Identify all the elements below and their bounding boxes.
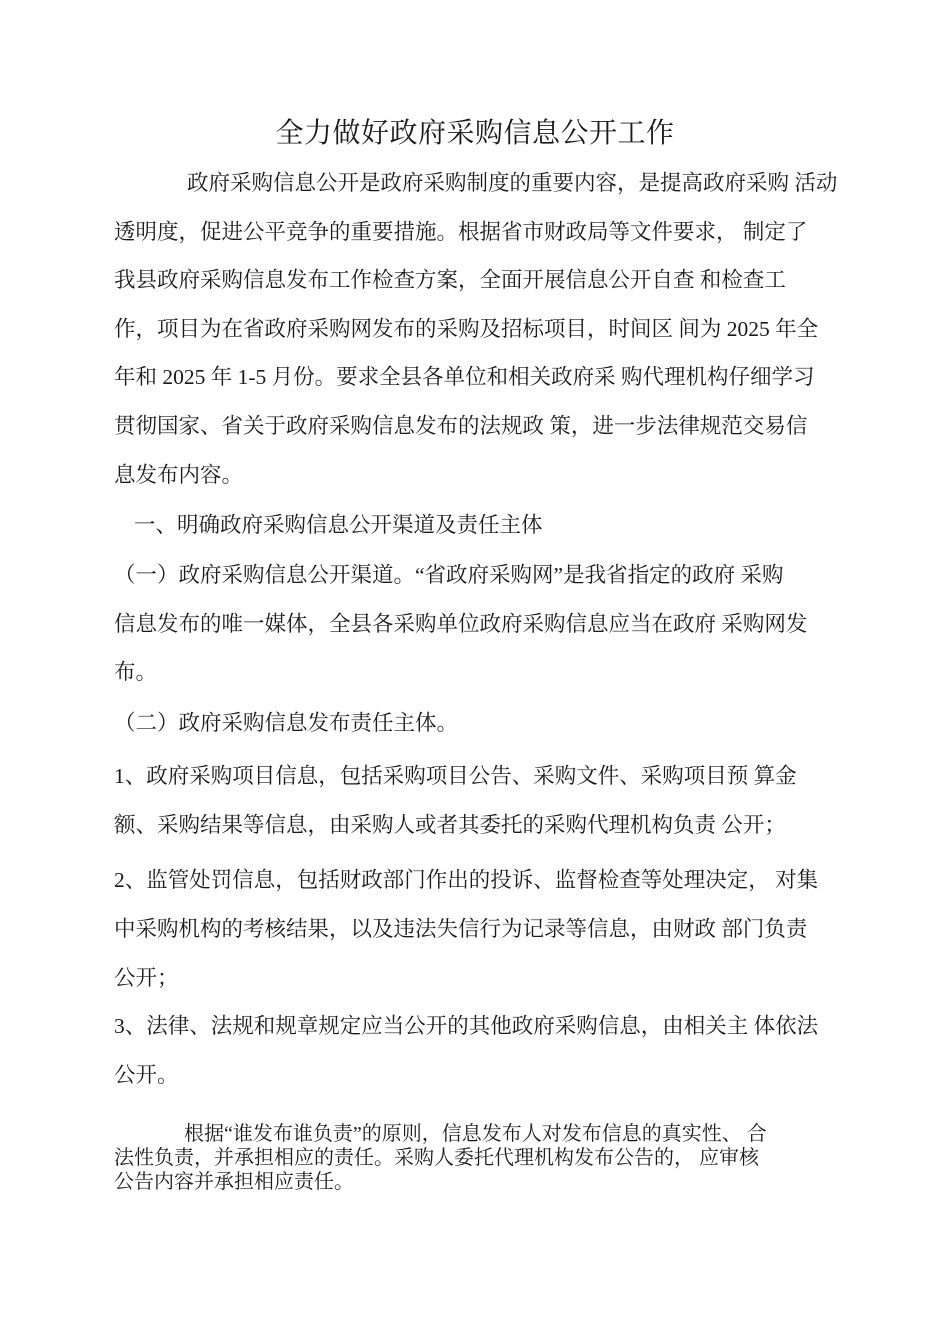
- text-line: 2、监管处罚信息，包括财政部门作出的投诉、监督检查等处理决定， 对集: [114, 868, 819, 893]
- text-line: 布。: [114, 660, 158, 685]
- text-line: （二）政府采购信息发布责任主体。: [114, 711, 459, 736]
- text-line: 年和 2025 年 1-5 月份。要求全县各单位和相关政府采 购代理机构仔细学习: [114, 365, 815, 390]
- text-line: 作，项目为在省政府采购网发布的采购及招标项目，时间区 间为 2025 年全: [114, 316, 819, 341]
- list-item-2: [114, 856, 830, 1002]
- section-heading-1: [114, 501, 830, 550]
- document-body: [114, 159, 838, 1194]
- text-line: 政府采购信息公开是政府采购制度的重要内容，是提高政府采购 活动: [187, 171, 838, 195]
- text-line: 信息发布的唯一媒体，全县各采购单位政府采购信息应当在政府 采购网发: [114, 611, 808, 636]
- document-title: 全力做好政府采购信息公开工作: [275, 118, 675, 149]
- text-line: 息发布内容。: [114, 462, 244, 487]
- text-line: 法性负责，并承担相应的责任。采购人委托代理机构发布公告的， 应审核: [114, 1147, 759, 1170]
- list-item-1: [114, 752, 830, 849]
- text-line: 贯彻国家、省关于政府采购信息发布的法规政 策，进一步法律规范交易信: [114, 413, 808, 438]
- text-line: 透明度，促进公平竞争的重要措施。根据省市财政局等文件要求， 制定了: [114, 219, 808, 244]
- list-item-3: [114, 1002, 830, 1099]
- paragraph-responsibility-heading: [114, 699, 830, 748]
- text-line: 我县政府采购信息发布工作检查方案，全面开展信息公开自查 和检查工: [114, 268, 786, 293]
- text-line: 公开；: [114, 965, 179, 990]
- text-line: 1、政府采购项目信息，包括采购项目公告、采购文件、采购项目预 算金: [114, 764, 797, 789]
- paragraph-closing: [114, 1122, 830, 1194]
- text-line: 额、采购结果等信息，由采购人或者其委托的采购代理机构负责 公开；: [114, 812, 786, 837]
- text-line: 3、法律、法规和规章规定应当公开的其他政府采购信息，由相关主 体依法: [114, 1014, 819, 1039]
- text-line: 中采购机构的考核结果，以及违法失信行为记录等信息，由财政 部门负责: [114, 916, 808, 941]
- paragraph-intro: [114, 159, 838, 499]
- text-line: 一、明确政府采购信息公开渠道及责任主体: [134, 513, 543, 538]
- text-line: 根据“谁发布谁负责”的原则，信息发布人对发布信息的真实性、 合: [184, 1123, 767, 1146]
- text-line: 公开。: [114, 1062, 179, 1087]
- text-line: （一）政府采购信息公开渠道。“省政府采购网”是我省指定的政府 采购: [114, 563, 784, 588]
- paragraph-channel: [114, 551, 830, 697]
- text-line: 公告内容并承担相应责任。: [114, 1171, 354, 1194]
